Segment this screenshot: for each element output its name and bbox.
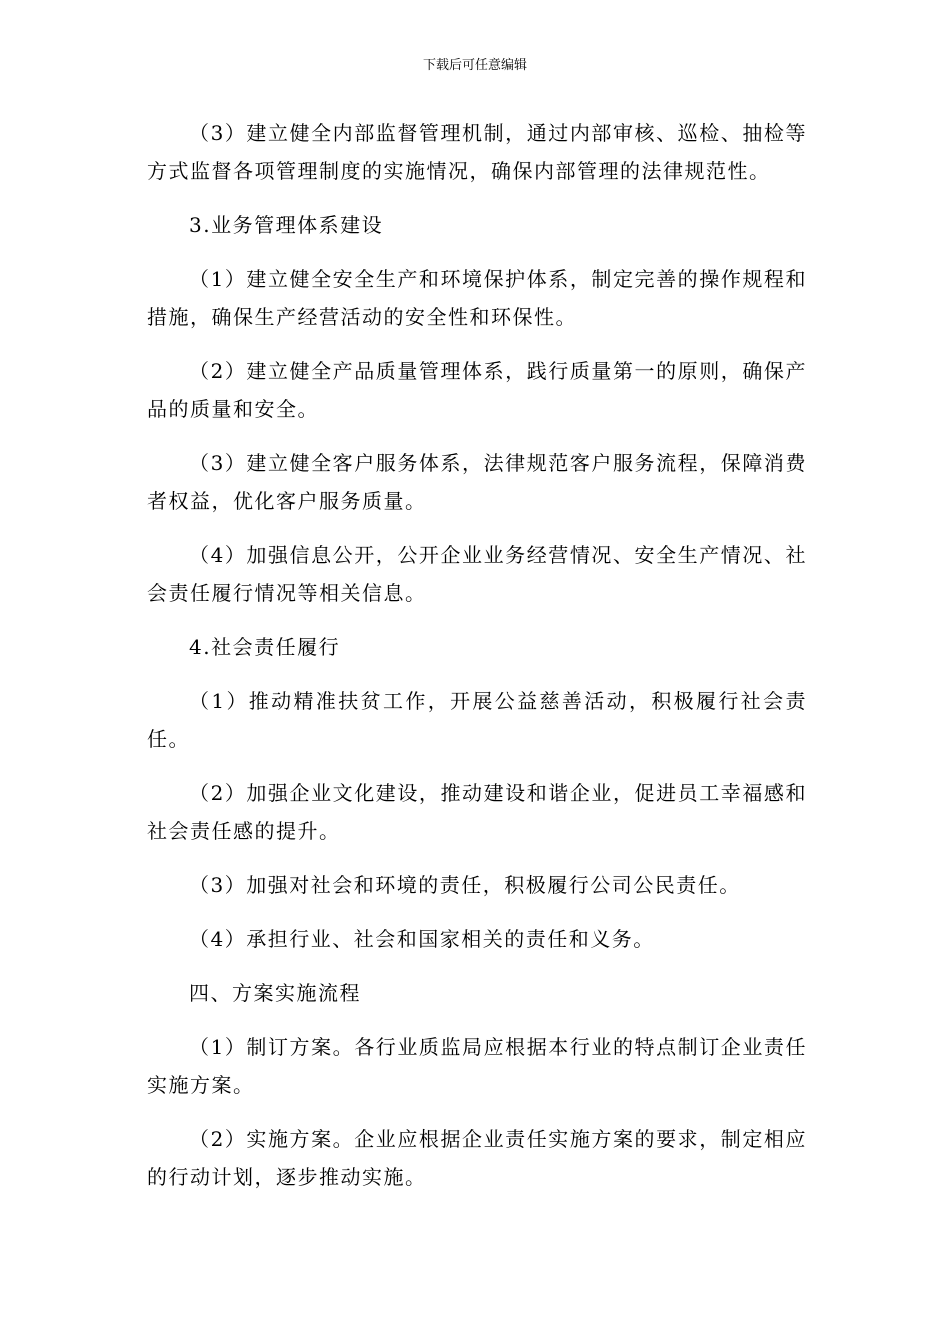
paragraph: （4）承担行业、社会和国家相关的责任和义务。 <box>189 927 655 951</box>
paragraph: （1）制订方案。各行业质监局应根据本行业的特点制订企业责任实施方案。 <box>147 1035 807 1097</box>
paragraph: （3）加强对社会和环境的责任，积极履行公司公民责任。 <box>189 873 741 897</box>
section-heading: 3.业务管理体系建设 <box>189 213 384 237</box>
paragraph: （3）建立健全客户服务体系，法律规范客户服务流程，保障消费者权益，优化客户服务质量。 <box>147 451 807 513</box>
document-body <box>147 114 807 1212</box>
section-heading: 四、方案实施流程 <box>189 981 361 1005</box>
header-note: 下载后可任意编辑 <box>422 58 527 73</box>
paragraph: （1）建立健全安全生产和环境保护体系，制定完善的操作规程和措施，确保生产经营活动的安全性和环保性。 <box>147 267 807 329</box>
paragraph: （3）建立健全内部监督管理机制，通过内部审核、巡检、抽检等方式监督各项管理制度的实施情况，确保内部管理的法律规范性。 <box>147 121 807 183</box>
paragraph: （2）加强企业文化建设，推动建设和谐企业，促进员工幸福感和社会责任感的提升。 <box>147 781 807 843</box>
paragraph: （2）建立健全产品质量管理体系，践行质量第一的原则，确保产品的质量和安全。 <box>147 359 807 421</box>
paragraph: （2）实施方案。企业应根据企业责任实施方案的要求，制定相应的行动计划，逐步推动实施。 <box>147 1127 807 1189</box>
section-heading: 4.社会责任履行 <box>189 635 341 659</box>
paragraph: （4）加强信息公开，公开企业业务经营情况、安全生产情况、社会责任履行情况等相关信息。 <box>147 543 807 605</box>
paragraph: （1）推动精准扶贫工作，开展公益慈善活动，积极履行社会责任。 <box>147 689 807 751</box>
